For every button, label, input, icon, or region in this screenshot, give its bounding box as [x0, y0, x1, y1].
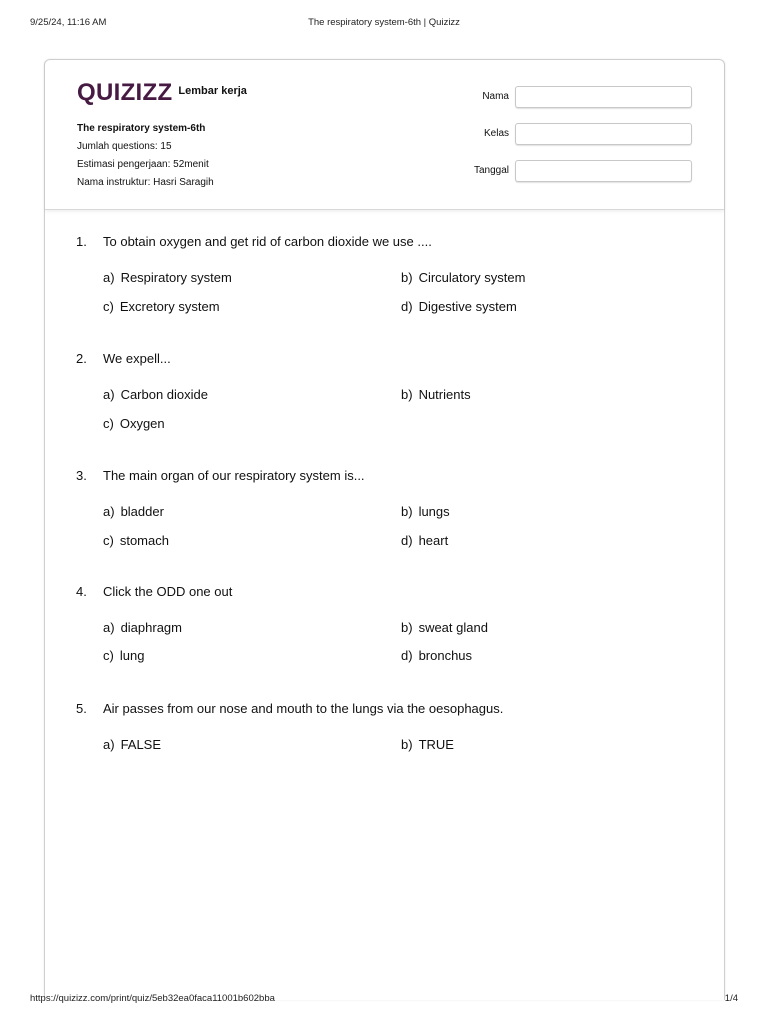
question-text: To obtain oxygen and get rid of carbon dioxide we use ....: [103, 233, 432, 249]
date-field[interactable]: [515, 160, 692, 182]
option-letter: b): [401, 736, 413, 752]
option-a[interactable]: [103, 618, 182, 636]
question-text: Air passes from our nose and mouth to the lungs via the oesophagus.: [103, 700, 504, 716]
option-letter: c): [103, 298, 114, 314]
option-letter: b): [401, 503, 413, 519]
quiz-title: The respiratory system-6th: [77, 123, 206, 134]
option-text: bladder: [120, 503, 164, 519]
quiz-meta: [77, 120, 214, 192]
page-indicator: 1/4: [724, 993, 738, 1004]
option-text: diaphragm: [120, 619, 182, 635]
question-number: 2.: [76, 350, 87, 366]
question-3: [76, 466, 700, 582]
option-b[interactable]: [401, 735, 454, 753]
option-letter: a): [103, 736, 115, 752]
option-text: lungs: [418, 503, 450, 519]
option-letter: c): [103, 532, 114, 548]
option-a[interactable]: [103, 735, 161, 753]
date-label: Tanggal: [473, 165, 509, 176]
worksheet: [44, 59, 725, 1000]
instructor-name: Nama instruktur: Hasri Saragih: [77, 177, 214, 188]
class-label: Kelas: [483, 128, 509, 139]
option-b[interactable]: [401, 268, 525, 286]
option-letter: a): [103, 503, 115, 519]
option-d[interactable]: [401, 531, 448, 549]
question-number: 4.: [76, 583, 87, 599]
option-text: heart: [418, 532, 449, 548]
name-label: Nama: [482, 91, 509, 102]
option-d[interactable]: [401, 297, 517, 315]
brand: [77, 80, 247, 106]
question-list: [76, 232, 700, 759]
option-letter: c): [103, 415, 114, 431]
worksheet-header: [45, 60, 724, 210]
option-letter: b): [401, 269, 413, 285]
option-text: Circulatory system: [418, 269, 526, 285]
print-datetime: 9/25/24, 11:16 AM: [30, 17, 107, 28]
option-c[interactable]: [103, 646, 144, 664]
option-a[interactable]: [103, 268, 232, 286]
option-text: FALSE: [120, 736, 162, 752]
option-text: sweat gland: [418, 619, 488, 635]
question-1: [76, 232, 700, 349]
option-text: bronchus: [418, 647, 473, 663]
option-c[interactable]: [103, 414, 165, 432]
option-letter: b): [401, 619, 413, 635]
option-c[interactable]: [103, 297, 220, 315]
option-letter: a): [103, 269, 115, 285]
question-text: The main organ of our respiratory system is...: [103, 467, 365, 483]
question-5: [76, 699, 700, 759]
option-letter: d): [401, 647, 413, 663]
option-text: Excretory system: [119, 298, 220, 314]
option-text: Carbon dioxide: [120, 386, 209, 402]
option-c[interactable]: [103, 531, 169, 549]
option-text: Respiratory system: [120, 269, 232, 285]
question-number: 3.: [76, 467, 87, 483]
print-footer: [30, 993, 738, 1007]
quizizz-logo: QUIZIZZ: [77, 79, 173, 106]
option-letter: d): [401, 532, 413, 548]
print-url: https://quizizz.com/print/quiz/5eb32ea0faca11001b602bba: [30, 993, 275, 1004]
option-b[interactable]: [401, 385, 471, 403]
question-text: Click the ODD one out: [103, 583, 233, 599]
name-field[interactable]: [515, 86, 692, 108]
option-b[interactable]: [401, 502, 450, 520]
option-letter: b): [401, 386, 413, 402]
option-letter: c): [103, 647, 114, 663]
print-header: [30, 17, 738, 31]
question-number: 1.: [76, 233, 87, 249]
estimated-time: Estimasi pengerjaan: 52menit: [77, 159, 209, 170]
option-a[interactable]: [103, 502, 164, 520]
class-field[interactable]: [515, 123, 692, 145]
option-letter: d): [401, 298, 413, 314]
option-letter: a): [103, 386, 115, 402]
question-count: Jumlah questions: 15: [77, 141, 172, 152]
option-text: Oxygen: [119, 415, 165, 431]
option-text: Nutrients: [418, 386, 471, 402]
question-text: We expell...: [103, 350, 171, 366]
question-number: 5.: [76, 700, 87, 716]
option-a[interactable]: [103, 385, 208, 403]
option-text: Digestive system: [418, 298, 517, 314]
question-4: [76, 582, 700, 699]
option-b[interactable]: [401, 618, 488, 636]
option-text: stomach: [119, 532, 169, 548]
print-page-title: The respiratory system-6th | Quizizz: [308, 17, 460, 28]
brand-subtitle: Lembar kerja: [178, 85, 247, 97]
option-d[interactable]: [401, 646, 472, 664]
option-letter: a): [103, 619, 115, 635]
option-text: TRUE: [418, 736, 454, 752]
option-text: lung: [119, 647, 145, 663]
question-2: [76, 349, 700, 466]
